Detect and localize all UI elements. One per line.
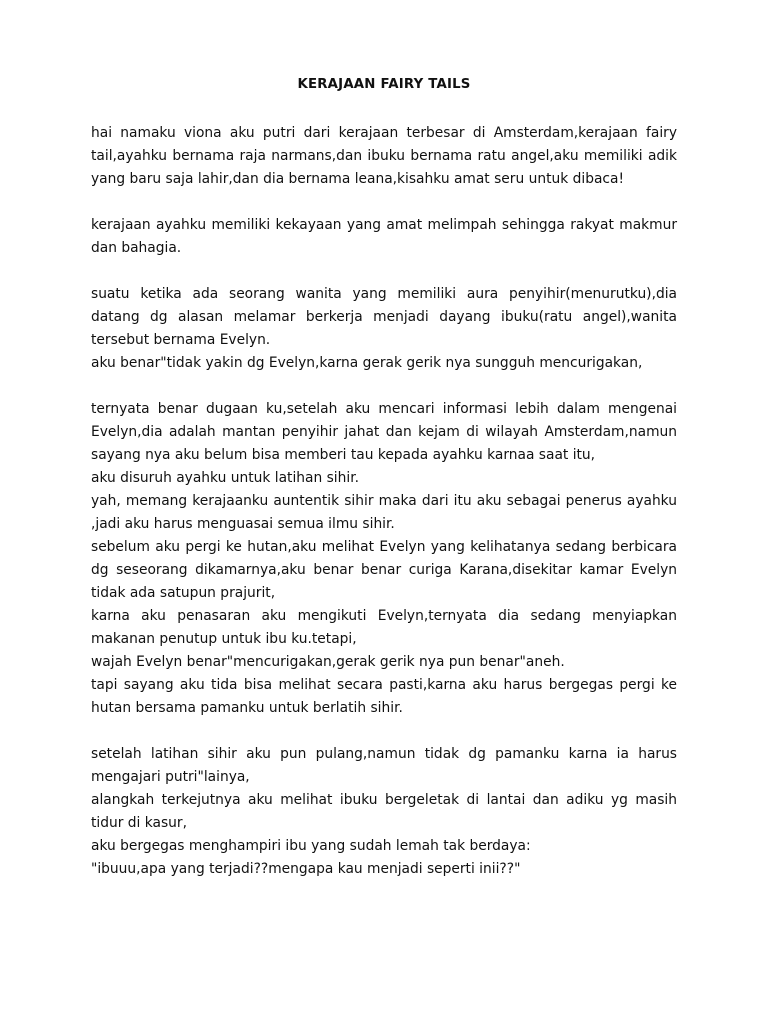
paragraph: suatu ketika ada seorang wanita yang memiliki aura penyihir(menurutku),dia datang dg alasan melamar berkerja menjadi dayang ibuku(ratu angel),wanita tersebut bernama Evelyn. <box>91 286 677 348</box>
paragraph: yah, memang kerajaanku auntentik sihir maka dari itu aku sebagai penerus ayahku ,jadi aku harus menguasai semua ilmu sihir. <box>91 493 677 532</box>
paragraph: sebelum aku pergi ke hutan,aku melihat Evelyn yang kelihatanya sedang berbicara dg seseorang dikamarnya,aku benar benar curiga Karana,disekitar kamar Evelyn tidak ada satupun prajurit, <box>91 539 677 601</box>
paragraph-gap <box>91 260 677 283</box>
paragraph: tapi sayang aku tida bisa melihat secara pasti,karna aku harus bergegas pergi ke hutan bersama pamanku untuk berlatih sihir. <box>91 677 677 716</box>
document-page <box>91 76 677 881</box>
paragraph-gap <box>91 191 677 214</box>
paragraph: aku bergegas menghampiri ibu yang sudah lemah tak berdaya: <box>91 838 531 854</box>
paragraph: setelah latihan sihir aku pun pulang,namun tidak dg pamanku karna ia harus mengajari putri"lainya, <box>91 746 677 785</box>
paragraph: kerajaan ayahku memiliki kekayaan yang amat melimpah sehingga rakyat makmur dan bahagia. <box>91 217 677 256</box>
paragraph: wajah Evelyn benar"mencurigakan,gerak gerik nya pun benar"aneh. <box>91 654 565 670</box>
paragraph: "ibuuu,apa yang terjadi??mengapa kau menjadi seperti inii??" <box>91 861 521 877</box>
paragraph: alangkah terkejutnya aku melihat ibuku bergeletak di lantai dan adiku yg masih tidur di kasur, <box>91 792 677 831</box>
paragraph-gap <box>91 375 677 398</box>
document-body <box>91 122 677 881</box>
paragraph: aku disuruh ayahku untuk latihan sihir. <box>91 470 360 486</box>
paragraph: aku benar"tidak yakin dg Evelyn,karna gerak gerik nya sungguh mencurigakan, <box>91 355 643 371</box>
paragraph: ternyata benar dugaan ku,setelah aku mencari informasi lebih dalam mengenai Evelyn,dia adalah mantan penyihir jahat dan kejam di wilayah Amsterdam,namun sayang nya aku belum bisa memberi tau kepada ayahku karnaa saat itu, <box>91 401 677 463</box>
document-title: KERAJAAN FAIRY TAILS <box>297 77 471 92</box>
paragraph: hai namaku viona aku putri dari kerajaan terbesar di Amsterdam,kerajaan fairy tail,ayahku bernama raja narmans,dan ibuku bernama ratu angel,aku memiliki adik yang baru saja lahir,dan dia bernama leana,kisahku amat seru untuk dibaca! <box>91 125 677 187</box>
paragraph-gap <box>91 720 677 743</box>
paragraph: karna aku penasaran aku mengikuti Evelyn,ternyata dia sedang menyiapkan makanan penutup untuk ibu ku.tetapi, <box>91 608 677 647</box>
